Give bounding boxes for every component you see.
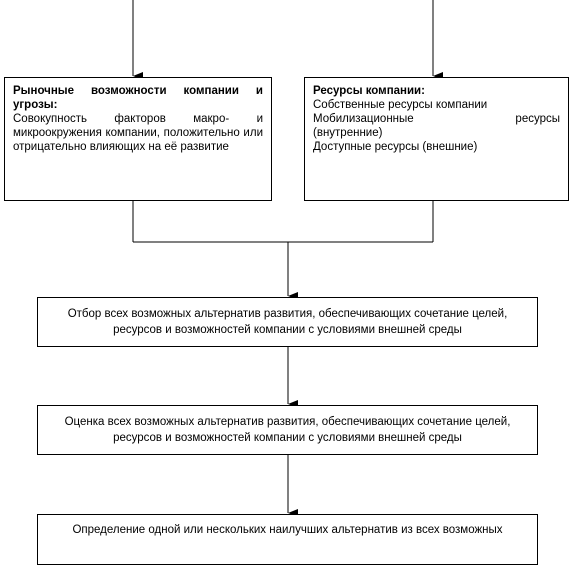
resources-box-title: Ресурсы компании: bbox=[313, 85, 425, 97]
resources-available-line: Доступные ресурсы (внешние) bbox=[313, 141, 478, 153]
market-opportunities-box bbox=[4, 77, 272, 201]
resources-internal-line: (внутренние) bbox=[313, 127, 383, 139]
resources-own-line: Собственные ресурсы компании bbox=[313, 99, 488, 111]
selection-box-text: Отбор всех возможных альтернатив развития, обеспечивающих сочетание целей, ресурсов и возможностей компании с условиями внешней среды bbox=[67, 308, 508, 336]
company-resources-box bbox=[304, 77, 569, 201]
final-box-text: Определение одной или нескольких наилучших альтернатив из всех возможных bbox=[72, 524, 503, 536]
resources-mobilization-line bbox=[313, 112, 560, 126]
market-box-body: Совокупность факторов макро- и микроокружения компании, положительно или отрицательно влияющих на её развитие bbox=[13, 113, 263, 153]
alternatives-selection-box bbox=[37, 297, 538, 347]
best-alternative-box bbox=[37, 514, 538, 565]
alternatives-evaluation-box bbox=[37, 405, 538, 455]
resources-mobilization-word: Мобилизационные bbox=[313, 113, 414, 125]
resources-mobilization-word-2: ресурсы bbox=[515, 113, 560, 125]
evaluation-box-text: Оценка всех возможных альтернатив развития, обеспечивающих сочетание целей, ресурсов и возможностей компании с условиями внешней среды bbox=[64, 416, 511, 444]
market-box-title: Рыночные возможности компании и угрозы: bbox=[13, 85, 263, 111]
